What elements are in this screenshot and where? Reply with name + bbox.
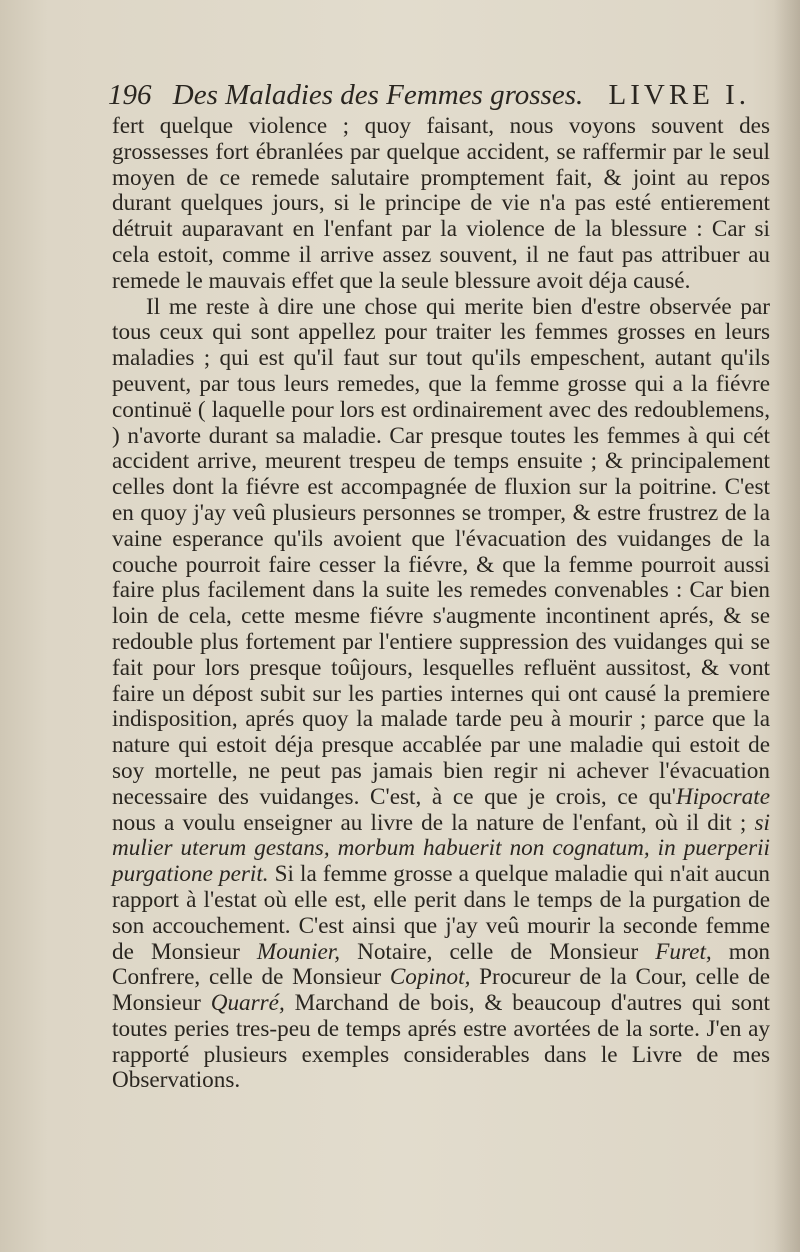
paragraph-continued	[112, 114, 770, 295]
page-number: 196	[108, 79, 152, 111]
paragraph-text: mon Confrere, celle de Monsieur	[112, 938, 771, 991]
paragraph-text: Si la femme grosse a quelque maladie qui n'ait aucun rapport à l'estat où elle est, elle perit dans le temps de la purgation de son accouchement. C'est ainsi que j'ay veû mourir la seconde femme de Monsieur	[112, 861, 770, 965]
person-name: Mounier,	[256, 938, 341, 965]
person-name: Quarré,	[210, 990, 285, 1017]
paragraph-text: Marchand de bois, & beaucoup d'autres qui sont toutes peries tres-peu de temps aprés estre avortées de la sorte. J'en ay rapporté plusieurs exemples considerables dans le Livre de mes Observations.	[112, 990, 770, 1094]
author-name: Hipocrate	[675, 783, 770, 810]
running-title: Des Maladies des Femmes grosses.	[172, 79, 584, 111]
latin-quote: si mulier uterum gestans, morbum habuerit non cognatum, in puerperii purgatione perit.	[112, 809, 770, 888]
paragraph-text: nous a voulu enseigner au livre de la nature de l'enfant, où il dit ;	[112, 809, 755, 836]
page-edge-shadow	[774, 0, 800, 1252]
book-label: LIVRE I.	[608, 79, 751, 111]
page-header	[108, 78, 751, 112]
paragraph-text: fert quelque violence ; quoy faisant, nous voyons souvent des grossesses fort ébranlées par quelque accident, se raffermir par le seul moyen de ce remede salutaire promptement fait, & joint au repos durant quelques jours, si le principe de vie n'a pas esté entierement détruit auparavant en l'enfant par la violence de la blessure : Car si cela estoit, comme il arrive assez souvent, il ne faut pas attribuer au remede le mauvais effet que la seule blessure avoit déja causé.	[112, 113, 770, 294]
paragraph-text: Notaire, celle de Monsieur	[340, 938, 656, 965]
paragraph-text: Il me reste à dire une chose qui merite bien d'estre observée par tous ceux qui sont appellez pour traiter les femmes grosses en leurs maladies ; qui est qu'il faut sur tout qu'ils empeschent, autant qu'ils peuvent, par tous leurs remedes, que la femme grosse qui a la fiévre continuë ( laquelle pour lors est ordinairement avec des redoublemens, ) n'avorte durant sa maladie. Car presque toutes les femmes à qui cét accident arrive, meurent trespeu de temps ensuite ; & principalement celles dont la fiévre est accompagnée de fluxion sur la poitrine. C'est en quoy j'ay veû plusieurs personnes se tromper, & estre frustrez de la vaine esperance qu'ils avoient que l'évacuation des vuidanges de la couche pourroit faire cesser la fiévre, & que la femme pourroit aussi faire plus facilement dans la suite les remedes convenables : Car bien loin de cela, cette mesme fiévre s'augmente incontinent aprés, & se redouble plus fortement par l'entiere suppression des vuidanges qui se fait pour lors presque toûjours, lesquelles refluënt aussitost, & vont faire un dépost subit sur les parties internes qui ont causé la premiere indisposition, aprés quoy la malade tarde peu à mourir ; parce que la nature qui estoit déja presque accablée par une maladie qui estoit de soy mortelle, ne peut pas jamais bien regir ni achever l'évacuation necessaire des vuidanges. C'est, à ce que je crois, ce qu'	[112, 293, 770, 810]
paragraph-text: Procureur de la Cour, celle de Monsieur	[112, 964, 770, 1017]
paragraph	[112, 295, 770, 1095]
person-name: Copinot,	[389, 964, 471, 991]
body-text	[112, 114, 770, 1094]
person-name: Furet,	[655, 938, 712, 965]
